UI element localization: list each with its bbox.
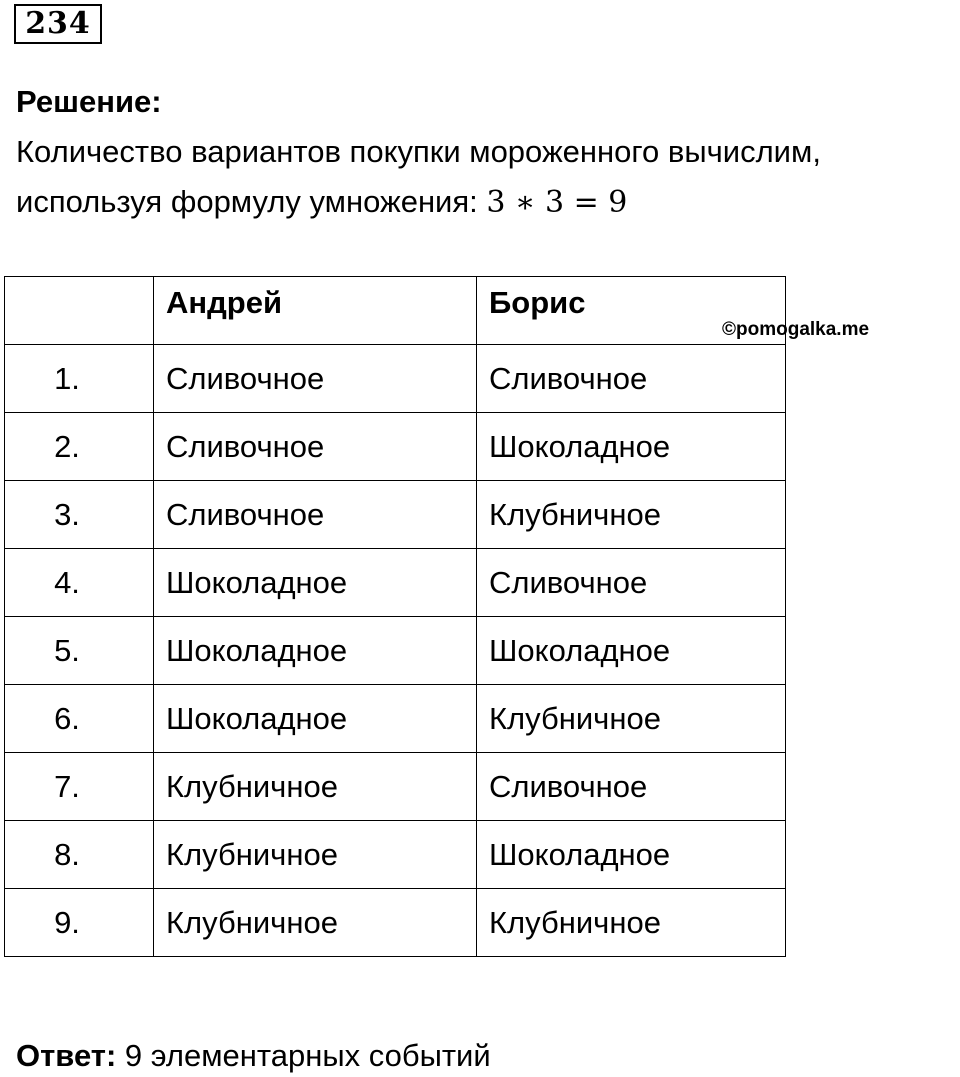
answer-text: 9 элементарных событий [116, 1038, 491, 1073]
row-number: 8. [5, 821, 154, 889]
boris-choice: Шоколадное [477, 413, 786, 481]
andrey-choice: Шоколадное [154, 617, 477, 685]
table-row [5, 685, 786, 753]
boris-choice: Клубничное [477, 685, 786, 753]
solution-text-line-2 [16, 182, 627, 223]
table-header-row [5, 277, 786, 345]
table-row [5, 753, 786, 821]
table-row [5, 821, 786, 889]
boris-choice: Сливочное [477, 753, 786, 821]
solution-text-line-1: Количество вариантов покупки мороженного вычислим, [16, 134, 821, 169]
row-number: 5. [5, 617, 154, 685]
table-row [5, 345, 786, 413]
ice-cream-combinations-table [4, 276, 786, 957]
row-number: 4. [5, 549, 154, 617]
andrey-choice: Шоколадное [154, 549, 477, 617]
boris-choice: Клубничное [477, 481, 786, 549]
boris-choice: Сливочное [477, 345, 786, 413]
row-number: 6. [5, 685, 154, 753]
andrey-choice: Клубничное [154, 753, 477, 821]
andrey-choice: Клубничное [154, 821, 477, 889]
header-boris: Борис [477, 277, 786, 345]
header-number-column [5, 277, 154, 345]
boris-choice: Клубничное [477, 889, 786, 957]
table-row [5, 549, 786, 617]
answer-label: Ответ: [16, 1038, 117, 1073]
table-row [5, 481, 786, 549]
row-number: 1. [5, 345, 154, 413]
answer [16, 1036, 491, 1076]
row-number: 2. [5, 413, 154, 481]
multiplication-formula: 3 ∗ 3 = 9 [486, 185, 628, 220]
table-row [5, 617, 786, 685]
table-row [5, 889, 786, 957]
task-number: 234 [14, 4, 102, 44]
row-number: 3. [5, 481, 154, 549]
row-number: 7. [5, 753, 154, 821]
andrey-choice: Сливочное [154, 481, 477, 549]
solution-text-line-2-words: используя формулу умножения: [16, 184, 487, 219]
andrey-choice: Сливочное [154, 345, 477, 413]
andrey-choice: Клубничное [154, 889, 477, 957]
andrey-choice: Шоколадное [154, 685, 477, 753]
row-number: 9. [5, 889, 154, 957]
solution-heading: Решение: [16, 84, 162, 119]
boris-choice: Шоколадное [477, 821, 786, 889]
boris-choice: Сливочное [477, 549, 786, 617]
header-andrey: Андрей [154, 277, 477, 345]
table-row [5, 413, 786, 481]
andrey-choice: Сливочное [154, 413, 477, 481]
boris-choice: Шоколадное [477, 617, 786, 685]
watermark: ©pomogalka.me [722, 319, 870, 340]
